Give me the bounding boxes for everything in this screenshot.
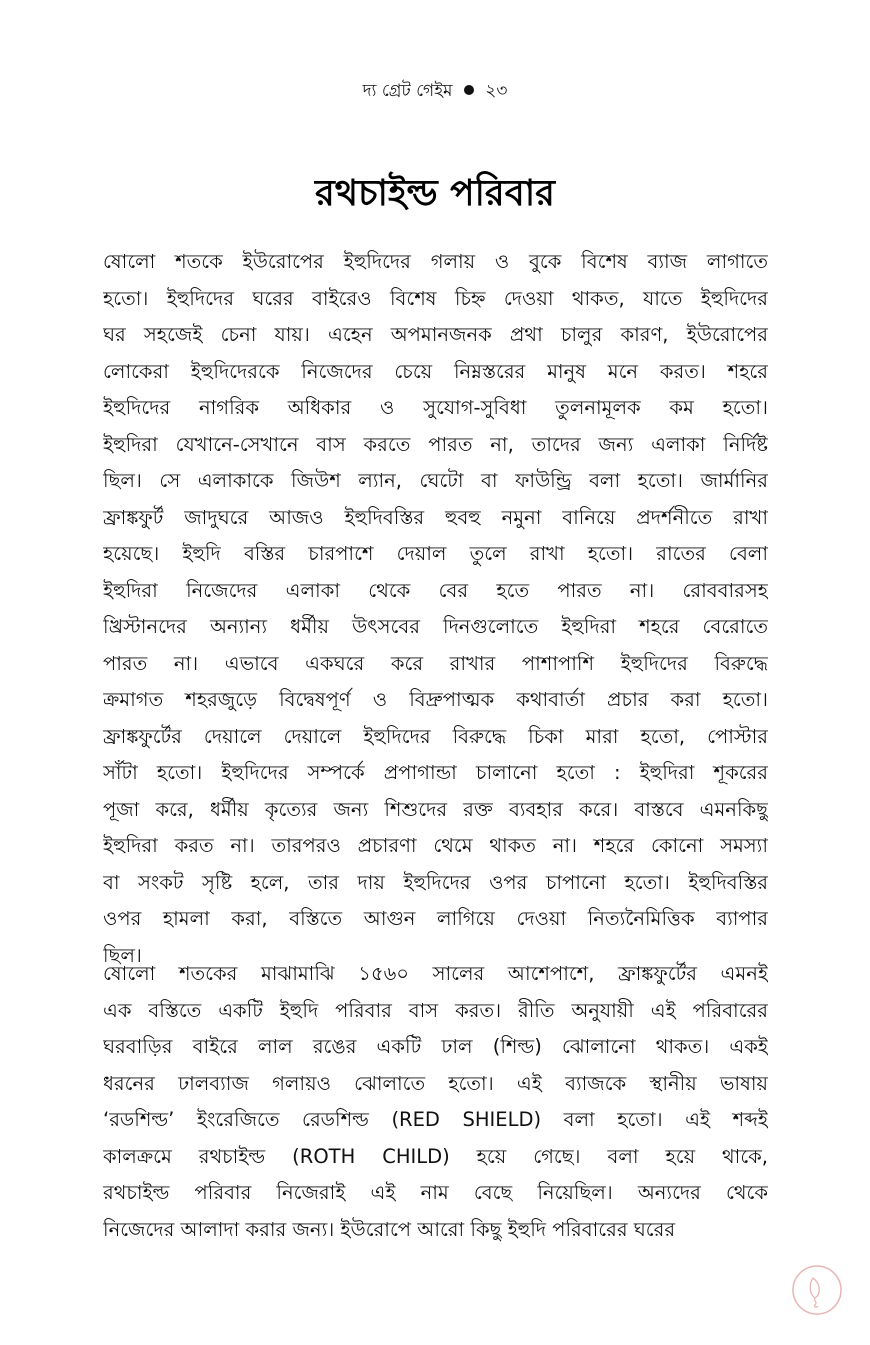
text-line: ইহুদিরা নিজেদের এলাকা থেকে বের হতে পারত না। রোববারসহ bbox=[103, 578, 768, 602]
text-line: নিজেদের আলাদা করার জন্য। ইউরোপে আরো কিছু ইহুদি পরিবারের ঘরের bbox=[103, 1217, 676, 1241]
text-line: ফ্রাঙ্কফুর্ট জাদুঘরে আজও ইহুদিবস্তির হুবহু নমুনা বানিয়ে প্রদর্শনীতে রাখা bbox=[103, 505, 768, 529]
text-line: রথচাইল্ড পরিবার নিজেরাই এই নাম বেছে নিয়েছিল। অন্যদের থেকে bbox=[103, 1181, 768, 1204]
text-line: এক বস্তিতে একটি ইহুদি পরিবার বাস করত। রীতি অনুযায়ী এই পরিবারের bbox=[103, 998, 768, 1022]
text-line: ইহুদিদের নাগরিক অধিকার ও সুযোগ-সুবিধা তুলনামূলক কম হতো। bbox=[103, 396, 768, 419]
text-line: লোকেরা ইহুদিদেরকে নিজেদের চেয়ে নিম্নস্তরের মানুষ মনে করত। শহরে bbox=[103, 359, 768, 383]
text-line: ষোলো শতকে ইউরোপের ইহুদিদের গলায় ও বুকে বিশেষ ব্যাজ লাগাতে bbox=[103, 250, 768, 273]
paragraph bbox=[103, 244, 768, 974]
text-line: ছিল। bbox=[103, 943, 142, 967]
running-header bbox=[0, 80, 870, 102]
text-line: ‘রডশিল্ড’ ইংরেজিতে রেডশিল্ড (RED SHIELD) বলা হতো। এই শব্দই bbox=[103, 1108, 768, 1131]
bullet-separator-icon bbox=[464, 85, 474, 95]
text-line: ক্রমাগত শহরজুড়ে বিদ্বেষপূর্ণ ও বিদ্রুপাত্মক কথাবার্তা প্রচার করা হতো। bbox=[103, 688, 768, 711]
text-line: ষোলো শতকের মাঝামাঝি ১৫৬০ সালের আশেপাশে, ফ্রাঙ্কফুর্টের এমনই bbox=[103, 962, 768, 985]
page-number: ২৩ bbox=[485, 81, 508, 101]
text-line: ওপর হামলা করা, বস্তিতে আগুন লাগিয়ে দেওয়া নিত্যনৈমিত্তিক ব্যাপার bbox=[103, 907, 768, 930]
text-line: হয়েছে। ইহুদি বস্তির চারপাশে দেয়াল তুলে রাখা হতো। রাতের বেলা bbox=[103, 542, 768, 565]
text-line: ধরনের ঢালব্যাজ গলায়ও ঝোলাতে হতো। এই ব্যাজকে স্থানীয় ভাষায় bbox=[103, 1071, 768, 1095]
text-line: কালক্রমে রথচাইল্ড (ROTH CHILD) হয়ে গেছে। বলা হয়ে থাকে, bbox=[103, 1144, 768, 1168]
text-line: খ্রিস্টানদের অন্যান্য ধর্মীয় উৎসবের দিনগুলোতে ইহুদিরা শহরে বেরোতে bbox=[103, 615, 768, 638]
text-line: সাঁটা হতো। ইহুদিদের সম্পর্কে প্রপাগান্ডা চালানো হতো : ইহুদিরা শূকরের bbox=[103, 761, 768, 784]
text-line: ঘর সহজেই চেনা যায়। এহেন অপমানজনক প্রথা চালুর কারণ, ইউরোপের bbox=[103, 323, 768, 346]
text-line: বা সংকট সৃষ্টি হলে, তার দায় ইহুদিদের ওপর চাপানো হতো। ইহুদিবস্তির bbox=[103, 870, 768, 894]
text-line: ইহুদিরা করত না। তারপরও প্রচারণা থেমে থাকত না। শহরে কোনো সমস্যা bbox=[103, 834, 768, 857]
publisher-logo-icon bbox=[791, 1264, 843, 1316]
paragraph bbox=[103, 956, 768, 1248]
text-line: ফ্রাঙ্কফুর্টের দেয়ালে দেয়ালে ইহুদিদের বিরুদ্ধে চিকা মারা হতো, পোস্টার bbox=[103, 724, 768, 748]
text-line: ছিল। সে এলাকাকে জিউশ ল্যান, ঘেটো বা ফাউন্ড্রি বলা হতো। জার্মানির bbox=[103, 469, 768, 492]
text-line: হতো। ইহুদিদের ঘরের বাইরেও বিশেষ চিহ্ন দেওয়া থাকত, যাতে ইহুদিদের bbox=[103, 286, 768, 310]
book-title: দ্য গ্রেট গেইম bbox=[362, 81, 453, 101]
text-line: ঘরবাড়ির বাইরে লাল রঙের একটি ঢাল (শিল্ড) ঝোলানো থাকত। একই bbox=[103, 1035, 768, 1058]
chapter-title: রথচাইল্ড পরিবার bbox=[314, 173, 555, 214]
text-line: পূজা করে, ধর্মীয় কৃত্যের জন্য শিশুদের রক্ত ব্যবহার করে। বাস্তবে এমনকিছু bbox=[103, 797, 768, 821]
text-line: পারত না। এভাবে একঘরে করে রাখার পাশাপাশি ইহুদিদের বিরুদ্ধে bbox=[103, 651, 768, 675]
text-line: ইহুদিরা যেখানে-সেখানে বাস করতে পারত না, তাদের জন্য এলাকা নির্দিষ্ট bbox=[103, 432, 768, 456]
